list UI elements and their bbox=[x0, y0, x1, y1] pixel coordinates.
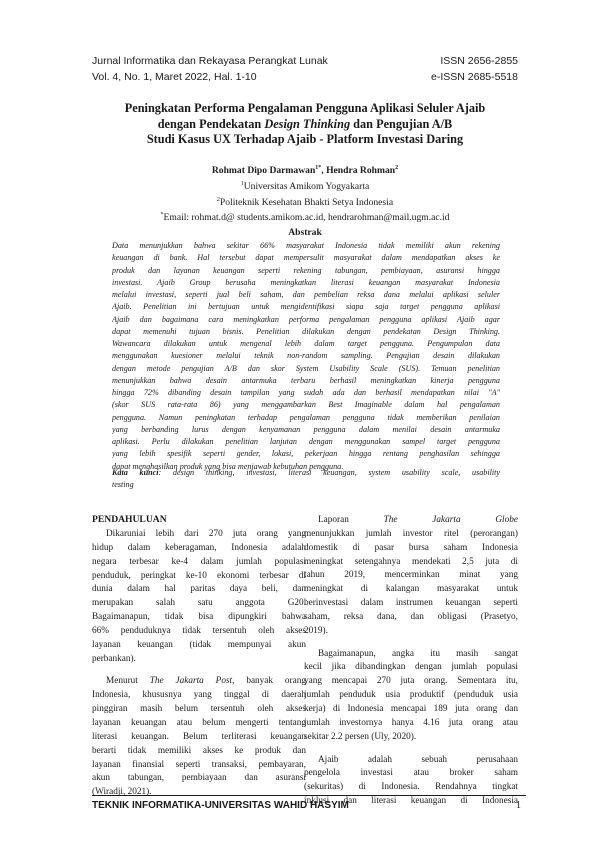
text-line: melalui investasi, seperti jual beli saham, dan pembelian reksa dana melalui aplikasi seluler bbox=[112, 290, 500, 299]
page-number: 1 bbox=[516, 800, 521, 811]
paragraph-1 bbox=[92, 528, 306, 666]
author-names bbox=[92, 162, 518, 178]
text-line: Bagaimanapun, tidak bisa dipungkiri bahwa bbox=[92, 612, 306, 623]
text-line: layanan finansial seperti transaksi, pembayaran, bbox=[92, 759, 306, 770]
text-line: aplikasi. Perlu dilakukan penelitian lanjutan dengan menggunakan sampel target pengguna bbox=[112, 437, 500, 446]
text-line: jumlah penduduk usia produktif (penduduk usia bbox=[304, 690, 518, 701]
paper-title bbox=[92, 101, 518, 148]
column-left bbox=[92, 528, 306, 800]
eissn: e-ISSN 2685-5518 bbox=[431, 71, 518, 83]
text-line: Bagaimanapun, angka itu masih sangat bbox=[318, 648, 518, 659]
text-line: Indonesia, khususnya yang tinggal di daerah bbox=[92, 690, 306, 701]
text-line: domestik di pasar bursa saham Indonesia bbox=[304, 542, 518, 553]
title-line-2-italic: Design Thinking bbox=[264, 116, 351, 131]
paragraph-2-first-line: Menurut The Jakarta Post, banyak orang bbox=[106, 676, 306, 687]
text-line: menunjukkan jumlah investor ritel (perorangan) bbox=[304, 528, 518, 539]
text-line: menggunakan kuesioner melalui teknik non-random sampling. Pengujian desain dilakukan bbox=[112, 351, 500, 361]
author-1: Rohmat Dipo Darmawan bbox=[211, 165, 316, 177]
text-line: jumlah investornya hanya 4.16 juta orang atau bbox=[304, 717, 518, 728]
journal-name: Jurnal Informatika dan Rekayasa Perangkat Lunak bbox=[92, 55, 328, 67]
text-line: dapat menghasilkan produk yang bisa menjawab kebutuhan pengguna. bbox=[112, 461, 344, 471]
footer-rule bbox=[92, 795, 526, 796]
text-line: (skor SUS rata-rata 86) yang menggambarkan Best Imaginable dalam hal pengalaman bbox=[112, 400, 500, 410]
title-line-2-pre: dengan Pendekatan bbox=[157, 116, 265, 131]
text-line: pinggiran masih belum tersentuh oleh akses bbox=[92, 704, 306, 715]
paragraph-3-first-line: Laporan The Jakarta Globe bbox=[318, 515, 518, 525]
paragraph-2 bbox=[92, 689, 306, 800]
text-line: perbankan). bbox=[92, 653, 136, 664]
author-2-mark: 2 bbox=[395, 165, 399, 171]
text-line: yang lebih spesifik seperti gender, lokasi, pekerjaan hingga rentang penghasilan sehingga bbox=[112, 449, 500, 459]
footer-institution: TEKNIK INFORMATIKA-UNIVERSITAS WAHID HASYIM bbox=[92, 800, 349, 811]
keywords-line-1: : design thinking, investasi, literasi keuangan, system usability scale, usability bbox=[158, 468, 500, 477]
affiliation-2: $^2$Politeknik Kesehatan Bhakti Setya Indonesia bbox=[216, 196, 394, 208]
text-line: 2019). bbox=[304, 625, 328, 636]
text-line: layanan keuangan atau belum mengerti tentang bbox=[92, 717, 306, 728]
text-line: negara terbesar ke-4 dalam jumlah populasi bbox=[92, 556, 306, 567]
text-line: investasi. Ajaib Group berusaha meningkatkan literasi keuangan masyarakat Indonesia bbox=[112, 277, 500, 287]
text-line: pengguna. Namun peningkatan terhadap pengalaman pengguna tidak memberikan penilaian bbox=[112, 412, 500, 422]
author-separator: , bbox=[321, 165, 327, 177]
author-email: *Email: rohmat.d@ students.amikom.ac.id, hendrarohman@mail.ugm.ac.id bbox=[160, 212, 450, 224]
issn: ISSN 2656-2855 bbox=[440, 55, 518, 67]
text-line: akun tabungan, pembiayaan dan asuransi bbox=[92, 773, 306, 784]
text-line: penduduk, peringkat ke-10 ekonomi terbesar di bbox=[92, 570, 306, 581]
title-line-3: Studi Kasus UX Terhadap Ajaib - Platform Investasi Daring bbox=[146, 132, 464, 147]
text-line: meningkat setengahnya mendekati 2,5 juta di bbox=[304, 556, 518, 567]
text-line: yang mencapai 270 juta orang. Sementara itu, bbox=[304, 676, 518, 687]
text-line: Ajaib. Penelitian ini bertujuan untuk mengidentifikasi siapa saja target pengguna aplikasi bbox=[112, 302, 500, 312]
text-line: Dikaruniai lebih dari 270 juta orang yang bbox=[106, 529, 306, 539]
text-line: sekitar 2.2 persen (Uly, 2020). bbox=[304, 731, 417, 742]
text-line: dapat memenuhi tujuan bisnis. Penelitian dilakukan dengan pendekatan Design Thinking. bbox=[112, 326, 500, 336]
text-line: merupakan salah satu anggota G20. bbox=[92, 598, 306, 609]
author-block bbox=[92, 162, 518, 225]
text-line: inklusi dan literasi keuangan di Indonesia bbox=[304, 796, 518, 807]
text-line: hingga 72% dibanding desain tampilan yang sudah ada dan berhasil mendapatkan nilai "A" bbox=[112, 388, 500, 397]
keywords-line-2: testing bbox=[112, 480, 134, 490]
text-line: 66% penduduknya tidak tersentuh oleh akses bbox=[92, 625, 306, 636]
title-line-2-post: dan Pengujian A/B bbox=[350, 116, 453, 131]
text-line: Wawancara dilakukan untuk mengenal lebih dalam target pengguna. Pengumpulan data bbox=[112, 339, 500, 348]
text-line: produk dan layanan keuangan seperti rekening tabungan, pembiayaan, asuransi hingga bbox=[112, 265, 500, 275]
text-line: literasi keuangan. Belum terliterasi keuangan bbox=[92, 731, 306, 742]
text-line: yang berbanding lurus dengan kenyamanan pengguna dalam menilai desain antarmuka bbox=[112, 424, 500, 434]
text-line: hidup dalam keberagaman, Indonesia adalah bbox=[92, 542, 306, 553]
text-line: Ajaib dan bagaimana cara meningkatkan performa pengalaman pengguna aplikasi Ajaib agar bbox=[112, 314, 500, 324]
author-2: Hendra Rohman bbox=[326, 165, 396, 177]
text-line: (Wiradji, 2021). bbox=[92, 787, 152, 798]
text-line: meningkat di kalangan masyarakat untuk bbox=[304, 584, 518, 595]
section-heading: PENDAHULUAN bbox=[92, 514, 167, 525]
text-line: Ajaib adalah sebuah perusahaan bbox=[318, 754, 518, 765]
text-line: tahun 2019, mencerminkan minat yang bbox=[304, 570, 518, 581]
title-line-2 bbox=[92, 117, 518, 133]
text-line: berarti tidak memiliki akses ke produk dan bbox=[92, 745, 306, 756]
text-line: berinvestasi dalam instrumen keuangan seperti bbox=[304, 598, 518, 609]
column-right bbox=[304, 514, 518, 809]
text-line: dunia dalam hal paritas daya beli, dan bbox=[92, 584, 306, 595]
title-line-1: Peningkatan Performa Pengalaman Pengguna Aplikasi Seluler Ajaib bbox=[124, 101, 486, 115]
affiliation-1: $^1$Universitas Amikom Yogyakarta bbox=[240, 180, 370, 192]
paragraph-4 bbox=[304, 648, 518, 745]
text-line: dengan metode pengujian A/B dan skor System Usability Scale (SUS). Temuan penelitian bbox=[112, 363, 500, 373]
text-line: layanan keuangan (tidak mempunyai akun bbox=[92, 639, 306, 650]
keywords-label: Kata kunci bbox=[112, 468, 159, 477]
text-line: (sekuritas) di Indonesia. Rendahnya tingkat bbox=[304, 782, 518, 793]
author-1-mark: 1* bbox=[315, 165, 322, 171]
abstract-body bbox=[112, 240, 500, 473]
abstract-heading: Abstrak bbox=[288, 227, 322, 238]
text-line: keuangan di bank. Hal tersebut dapat mempersulit masyarakat dalam mendapatkan akses ke bbox=[112, 253, 500, 263]
keywords bbox=[112, 467, 500, 492]
text-line: menunjukkan bahwa desain antarmuka terbaru berhasil meningkatkan kinerja pengguna bbox=[112, 375, 500, 385]
journal-issue: Vol. 4, No. 1, Maret 2022, Hal. 1-10 bbox=[92, 71, 257, 83]
text-line: pengelola investasi atau broker saham bbox=[304, 768, 518, 779]
text-line: kerja) di Indonesia mencapai 189 juta orang dan bbox=[304, 703, 518, 714]
text-line: saham, reksa dana, dan obligasi (Prasetyo, bbox=[304, 611, 518, 622]
text-line: kecil jika dibandingkan dengan jumlah populasi bbox=[304, 662, 518, 673]
text-line: Data menunjukkan bahwa sekitar 66% masyarakat Indonesia tidak memiliki akun rekening bbox=[112, 241, 500, 250]
paragraph-3 bbox=[304, 528, 518, 639]
